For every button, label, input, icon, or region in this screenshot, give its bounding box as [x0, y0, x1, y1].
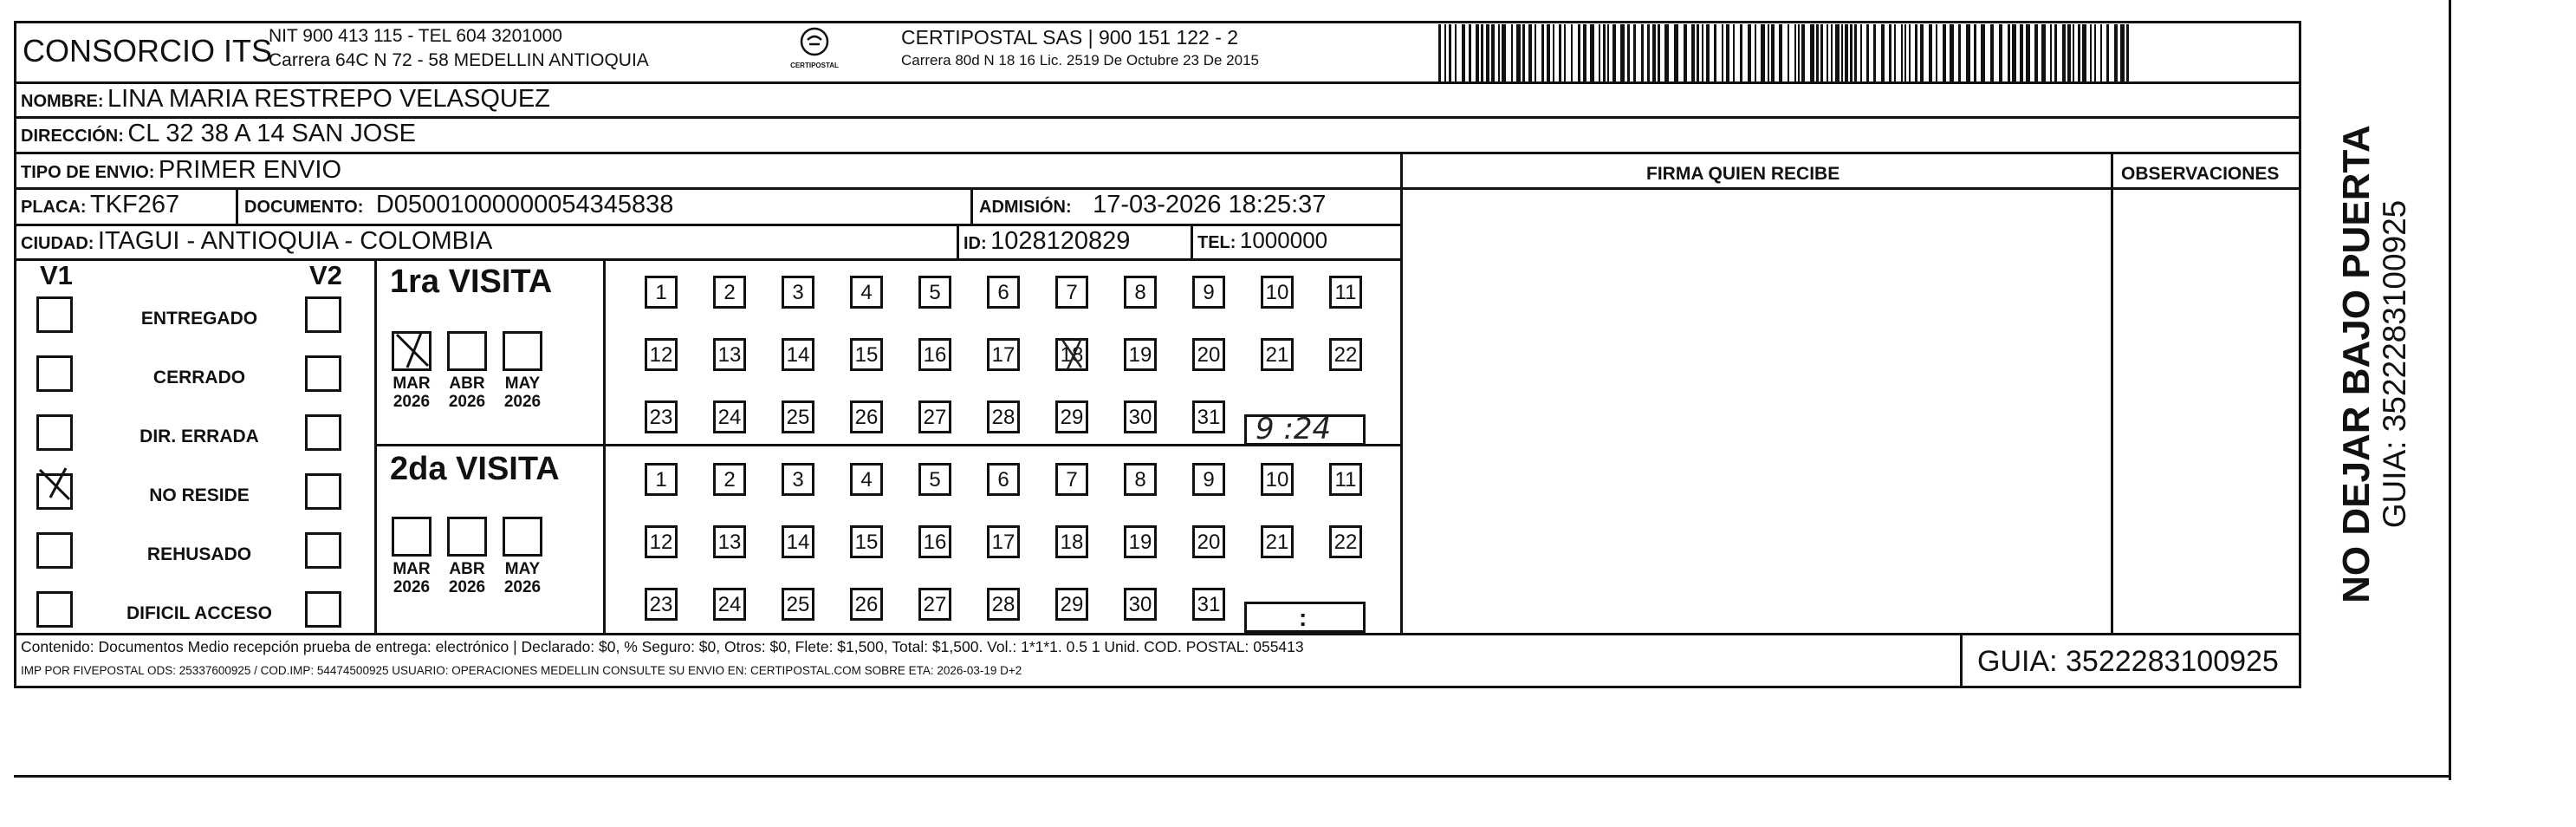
month-year: 2026 [393, 578, 431, 596]
month-checkbox[interactable] [503, 517, 542, 557]
first-visit-day[interactable]: 22 [1329, 338, 1362, 371]
v1-checkbox[interactable] [36, 296, 73, 333]
ciudad-value: ITAGUI - ANTIOQUIA - COLOMBIA [97, 227, 493, 255]
observaciones-header: OBSERVACIONES [2121, 164, 2280, 184]
status-label: CERRADO [152, 368, 246, 387]
first-visit-day[interactable]: 24 [713, 400, 746, 433]
direccion-field [21, 120, 416, 148]
first-visit-day[interactable]: 11 [1329, 276, 1362, 309]
header-divider [14, 81, 2301, 84]
month-name: MAR [393, 560, 431, 578]
bottom-cut-line [14, 775, 2450, 778]
status-label: ENTREGADO [140, 309, 258, 329]
first-visit-day[interactable]: 9 [1192, 276, 1225, 309]
second-visit-day[interactable]: 30 [1124, 588, 1157, 621]
direccion-divider [14, 152, 2301, 154]
second-visit-day[interactable]: 21 [1261, 525, 1294, 558]
month-label [386, 374, 438, 411]
v1-checkbox[interactable] [36, 414, 73, 451]
v2-checkbox[interactable] [305, 532, 341, 569]
second-visit-day[interactable]: 29 [1055, 588, 1088, 621]
status-label: NO RESIDE [149, 485, 250, 505]
first-visit-day[interactable]: 3 [782, 276, 814, 309]
nombre-value: LINA MARIA RESTREPO VELASQUEZ [107, 85, 550, 113]
nombre-divider [14, 116, 2301, 119]
id-field [964, 227, 1130, 256]
first-visit-day[interactable]: 12 [645, 338, 678, 371]
documento-label: DOCUMENTO: [244, 198, 364, 217]
month-name: MAR [393, 374, 431, 393]
first-visit-day[interactable]: 7 [1055, 276, 1088, 309]
first-visit-day[interactable]: 16 [918, 338, 951, 371]
v2-checkbox[interactable] [305, 296, 341, 333]
first-visit-day[interactable]: 4 [850, 276, 883, 309]
contenido-text: Contenido: Documentos Medio recepción prueba de entrega: electrónico | Declarado: $0, % Seguro: $0, Otros: $0, Flete: $1,500, Total: $1,500. Vol.: 1*1*1. 0.5 1 Unid. COD. POSTAL: 055413 [21, 638, 1304, 655]
v2-checkbox[interactable] [305, 414, 341, 451]
first-visit-day[interactable]: 6 [987, 276, 1020, 309]
documento-field [244, 191, 673, 219]
ciudad-divider [14, 258, 1400, 261]
first-visit-day[interactable]: 30 [1124, 400, 1157, 433]
second-visit-day[interactable]: 13 [713, 525, 746, 558]
month-checkbox[interactable] [447, 517, 487, 557]
v2-checkbox[interactable] [305, 355, 341, 392]
second-visit-day[interactable]: 20 [1192, 525, 1225, 558]
month-checkbox[interactable] [447, 331, 487, 371]
tel-value: 1000000 [1239, 227, 1328, 253]
month-label [496, 374, 548, 411]
second-visit-day[interactable]: 9 [1192, 463, 1225, 496]
admision-field [979, 191, 1326, 219]
tel-sep [1191, 224, 1193, 258]
first-visit-day[interactable]: 14 [782, 338, 814, 371]
first-visit-time: 9 :24 [1256, 412, 1332, 446]
v2-checkbox[interactable] [305, 591, 341, 628]
month-year: 2026 [503, 393, 542, 411]
month-year: 2026 [393, 393, 431, 411]
tipo-field [21, 156, 341, 185]
certipostal-logo-icon [797, 26, 832, 57]
first-visit-day[interactable]: 8 [1124, 276, 1157, 309]
month-name: ABR [449, 374, 485, 393]
company-address: Carrera 64C N 72 - 58 MEDELLIN ANTIOQUIA [269, 50, 649, 70]
month-checkbox[interactable] [503, 331, 542, 371]
second-visit-day[interactable]: 31 [1192, 588, 1225, 621]
tipo-value: PRIMER ENVIO [158, 156, 342, 184]
first-visit-day[interactable]: 28 [987, 400, 1020, 433]
second-visit-day[interactable]: 28 [987, 588, 1020, 621]
admision-label: ADMISIÓN: [979, 198, 1072, 217]
second-visit-day[interactable]: 22 [1329, 525, 1362, 558]
barcode [1438, 24, 2132, 81]
second-visit-day[interactable]: 12 [645, 525, 678, 558]
second-visit-day[interactable]: 26 [850, 588, 883, 621]
no-dejar-bajo-puerta: NO DEJAR BAJO PUERTA [2335, 125, 2378, 603]
direccion-label: DIRECCIÓN: [21, 127, 124, 146]
status-label: REHUSADO [146, 544, 252, 564]
placa-sep [236, 187, 238, 224]
barcode-icon [1438, 24, 2132, 81]
month-year: 2026 [448, 393, 486, 411]
first-visit-day[interactable]: 21 [1261, 338, 1294, 371]
first-visit-time-box [1244, 414, 1366, 446]
second-visit-time: : [1299, 604, 1307, 631]
first-visit-day[interactable]: 19 [1124, 338, 1157, 371]
certipostal-logo [787, 26, 842, 75]
first-visit-title: 1ra VISITA [390, 264, 553, 300]
v1-checkbox[interactable] [36, 355, 73, 392]
nombre-label: NOMBRE: [21, 92, 104, 111]
second-visit-day[interactable]: 3 [782, 463, 814, 496]
second-visit-day[interactable]: 18 [1055, 525, 1088, 558]
month-label [496, 560, 548, 596]
ciudad-label: CIUDAD: [21, 234, 94, 253]
v2-checkbox[interactable] [305, 473, 341, 510]
first-visit-day[interactable]: 23 [645, 400, 678, 433]
placa-label: PLACA: [21, 198, 87, 217]
second-visit-day[interactable]: 6 [987, 463, 1020, 496]
tel-label: TEL: [1197, 233, 1236, 252]
second-visit-day[interactable]: 7 [1055, 463, 1088, 496]
second-visit-day[interactable]: 16 [918, 525, 951, 558]
first-visit-day[interactable]: 25 [782, 400, 814, 433]
month-name: MAY [504, 560, 541, 578]
placa-field [21, 191, 179, 219]
first-visit-day[interactable]: 13 [713, 338, 746, 371]
right-cut-line [2449, 0, 2451, 780]
first-visit-day[interactable]: 2 [713, 276, 746, 309]
id-value: 1028120829 [990, 227, 1131, 255]
direccion-value: CL 32 38 A 14 SAN JOSE [127, 120, 416, 147]
tipo-label: TIPO DE ENVIO: [21, 163, 155, 182]
first-visit-day[interactable]: 1 [645, 276, 678, 309]
firma-left-border [1400, 152, 1403, 634]
status-label: DIFICIL ACCESO [126, 603, 272, 623]
firma-header: FIRMA QUIEN RECIBE [1646, 164, 1840, 184]
observaciones-left-border [2111, 152, 2113, 634]
tel-field [1197, 227, 1327, 254]
second-visit-day[interactable]: 8 [1124, 463, 1157, 496]
v1-checkbox[interactable] [36, 591, 73, 628]
first-visit-day[interactable]: 26 [850, 400, 883, 433]
footer-divider [14, 633, 2301, 635]
v1-label: V1 [40, 260, 73, 290]
day-18-check-mark [1055, 335, 1090, 373]
month-year: 2026 [503, 578, 542, 596]
second-visit-day[interactable]: 27 [918, 588, 951, 621]
admision-value: 17-03-2026 18:25:37 [1093, 191, 1327, 218]
month-label [386, 560, 438, 596]
company-name: CONSORCIO ITS [23, 33, 273, 68]
logo-caption: CERTIPOSTAL [790, 62, 839, 69]
ciudad-field [21, 227, 492, 256]
tipo-divider [14, 187, 2301, 190]
side-guia: GUIA: 3522283100925 [2377, 199, 2412, 529]
second-visit-day[interactable]: 17 [987, 525, 1020, 558]
v2-label: V2 [309, 260, 342, 290]
second-visit-day[interactable]: 15 [850, 525, 883, 558]
imp-text: IMP POR FIVEPOSTAL ODS: 25337600925 / COD.IMP: 54474500925 USUARIO: OPERACIONES MEDELLIN CONSULTE SU ENVIO EN: CERTIPOSTAL.COM SOBRE ETA: 2026-03-19 D+2 [21, 664, 1022, 677]
second-visit-day[interactable]: 4 [850, 463, 883, 496]
side-warning [2313, 104, 2435, 624]
company-nit: NIT 900 413 115 - TEL 604 3201000 [269, 26, 562, 46]
month-name: MAY [504, 374, 541, 393]
placa-value: TKF267 [90, 191, 180, 218]
second-visit-time-box [1244, 602, 1366, 633]
month-name: ABR [449, 560, 485, 578]
first-visit-day[interactable]: 31 [1192, 400, 1225, 433]
nombre-field [21, 85, 550, 114]
month-label [441, 374, 493, 411]
status-label: DIR. ERRADA [140, 427, 259, 446]
second-visit-day[interactable]: 19 [1124, 525, 1157, 558]
second-visit-title: 2da VISITA [390, 451, 560, 487]
first-visit-day[interactable]: 10 [1261, 276, 1294, 309]
first-visit-day[interactable]: 18 [1055, 338, 1088, 371]
first-visit-day[interactable]: 20 [1192, 338, 1225, 371]
id-label: ID: [964, 234, 987, 253]
mar-first-check-mark [390, 328, 435, 373]
v1-checkbox[interactable] [36, 532, 73, 569]
first-visit-day[interactable]: 17 [987, 338, 1020, 371]
second-visit-day[interactable]: 11 [1329, 463, 1362, 496]
second-visit-day[interactable]: 14 [782, 525, 814, 558]
first-visit-day[interactable]: 27 [918, 400, 951, 433]
documento-value: D05001000000054345838 [375, 191, 674, 218]
carrier-address: Carrera 80d N 18 16 Lic. 2519 De Octubre 23 De 2015 [901, 52, 1259, 68]
second-visit-day[interactable]: 24 [713, 588, 746, 621]
no-reside-check-mark [35, 465, 75, 505]
month-label [441, 560, 493, 596]
first-visit-day[interactable]: 15 [850, 338, 883, 371]
second-visit-day[interactable]: 23 [645, 588, 678, 621]
second-visit-day[interactable]: 25 [782, 588, 814, 621]
footer-guia: GUIA: 3522283100925 [1977, 645, 2279, 678]
second-visit-day[interactable]: 2 [713, 463, 746, 496]
first-visit-day[interactable]: 29 [1055, 400, 1088, 433]
first-visit-day[interactable]: 5 [918, 276, 951, 309]
admision-sep [970, 187, 973, 224]
month-year: 2026 [448, 578, 486, 596]
id-sep [957, 224, 959, 258]
second-visit-day[interactable]: 10 [1261, 463, 1294, 496]
month-checkbox[interactable] [392, 517, 431, 557]
second-visit-day[interactable]: 5 [918, 463, 951, 496]
carrier-name: CERTIPOSTAL SAS | 900 151 122 - 2 [901, 26, 1239, 49]
guia-box-sep [1960, 633, 1963, 688]
second-visit-day[interactable]: 1 [645, 463, 678, 496]
